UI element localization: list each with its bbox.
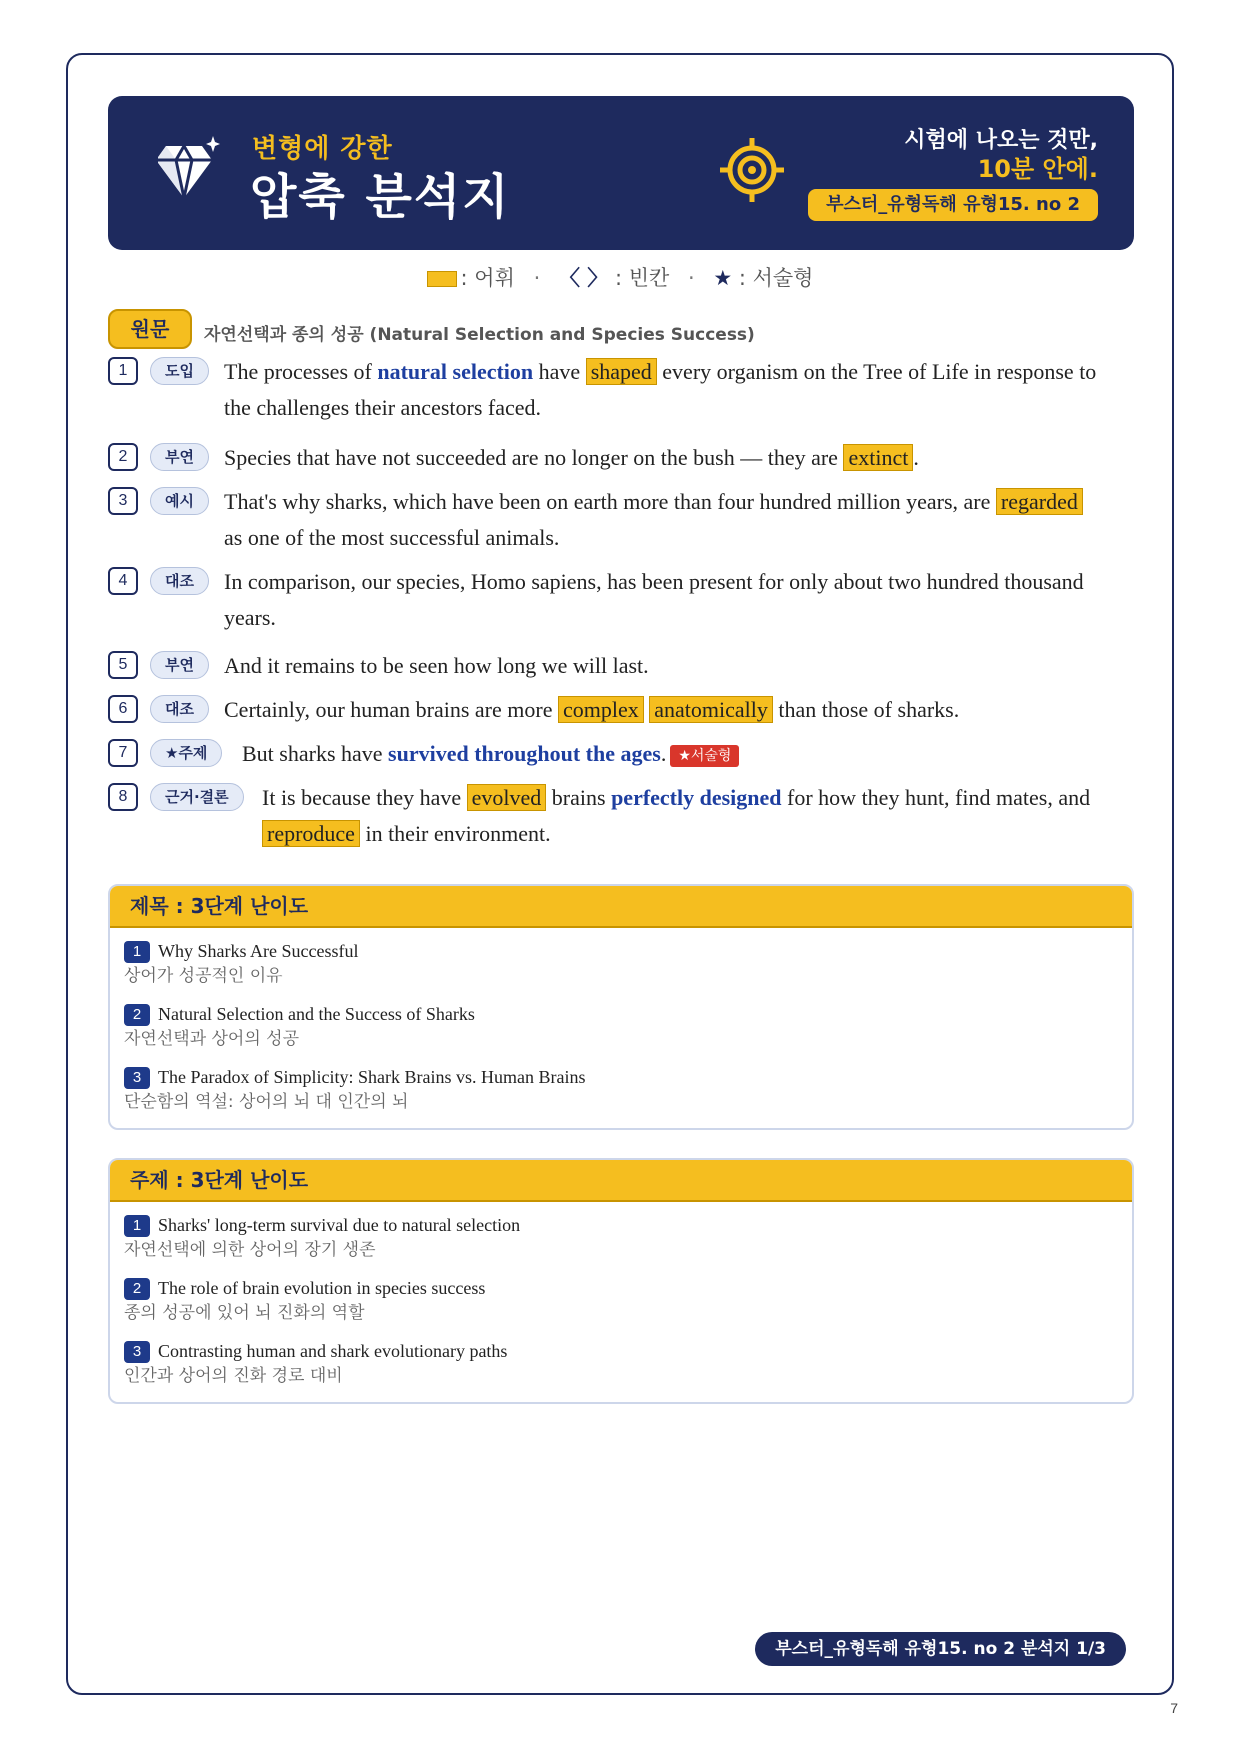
vocab-highlight: shaped — [586, 358, 657, 385]
item-korean: 상어가 성공적인 이유 — [124, 966, 283, 986]
role-tag: 대조 — [150, 695, 209, 723]
text-run: Certainly, our human brains are more — [224, 697, 558, 722]
target-icon — [720, 138, 784, 202]
vocab-highlight: evolved — [467, 784, 547, 811]
item-english-text: The role of brain evolution in species success — [158, 1278, 486, 1298]
passage-title: 자연선택과 종의 성공 (Natural Selection and Species Success) — [204, 325, 755, 345]
legend-separator: · — [533, 266, 541, 290]
keyword: perfectly designed — [611, 785, 782, 810]
vocab-swatch — [427, 271, 457, 287]
banner-title: 압축 분석지 — [250, 169, 511, 225]
page-number: 7 — [1170, 1700, 1178, 1716]
card-heading: 제목 : 3단계 난이도 — [110, 886, 1132, 928]
item-number: 3 — [124, 1341, 150, 1363]
role-tag: 도입 — [150, 357, 209, 385]
tagline-line-1: 시험에 나오는 것만, — [904, 128, 1098, 153]
list-item — [124, 1212, 1118, 1275]
item-korean: 단순함의 역설: 상어의 뇌 대 인간의 뇌 — [124, 1092, 409, 1112]
card-body — [110, 928, 1132, 1127]
sentence-number: 1 — [108, 357, 138, 385]
legend-essay: : 서술형 — [738, 266, 814, 290]
topic-card — [108, 1158, 1134, 1404]
sentence-number: 8 — [108, 783, 138, 811]
text-run: in their environment. — [359, 821, 551, 846]
text-run: every organism on the Tree of Life in response to the challenges their ancestors faced. — [224, 359, 1097, 420]
essay-badge: ★서술형 — [670, 745, 739, 767]
item-english-text: Sharks' long-term survival due to natural selection — [158, 1215, 521, 1235]
card-body — [110, 1202, 1132, 1401]
legend — [0, 262, 1240, 292]
item-korean: 인간과 상어의 진화 경로 대비 — [124, 1366, 343, 1386]
text-run: have — [533, 359, 586, 384]
list-item — [124, 1275, 1118, 1338]
header-banner — [108, 96, 1134, 250]
text-run: The processes of — [224, 359, 378, 384]
banner-subtitle: 변형에 강한 — [252, 134, 393, 164]
vocab-highlight: anatomically — [649, 696, 773, 723]
list-item — [124, 1338, 1118, 1401]
tagline-line-2: 10분 안에. — [977, 155, 1098, 183]
star-icon: ★ — [713, 266, 733, 290]
item-english — [124, 1338, 1118, 1364]
text-run: . — [913, 445, 919, 470]
section-label-original: 원문 — [108, 309, 192, 349]
text-run: Species that have not succeeded are no longer on the bush — they are — [224, 445, 844, 470]
list-item — [124, 938, 1118, 1001]
item-english-text: The Paradox of Simplicity: Shark Brains vs. Human Brains — [158, 1067, 586, 1087]
item-english — [124, 938, 1118, 964]
role-tag: 부연 — [150, 651, 209, 679]
legend-separator: · — [687, 266, 695, 290]
item-english — [124, 1064, 1118, 1090]
worksheet-code: 부스터_유형독해 유형15. no 2 — [808, 189, 1098, 221]
page-frame — [66, 53, 1174, 1695]
item-english — [124, 1001, 1118, 1027]
text-run: for how they hunt, find mates, and — [781, 785, 1091, 810]
role-tag: 근거·결론 — [150, 783, 244, 811]
vocab-highlight: complex — [558, 696, 644, 723]
text-run: It is because they have — [262, 785, 467, 810]
sentence-number: 4 — [108, 567, 138, 595]
item-number: 2 — [124, 1278, 150, 1300]
sentence-number: 2 — [108, 443, 138, 471]
sentence-text — [224, 484, 1104, 556]
vocab-highlight: regarded — [996, 488, 1083, 515]
role-tag: ★주제 — [150, 739, 222, 767]
sentence-number: 7 — [108, 739, 138, 767]
legend-blank: : 빈칸 — [614, 266, 670, 290]
sentence-text — [224, 354, 1104, 426]
sentence-number: 3 — [108, 487, 138, 515]
sentence-text — [224, 692, 1104, 728]
sentence-text — [224, 564, 1104, 636]
item-english — [124, 1212, 1118, 1238]
card-heading: 주제 : 3단계 난이도 — [110, 1160, 1132, 1202]
item-korean: 자연선택에 의한 상어의 장기 생존 — [124, 1240, 376, 1260]
role-tag: 대조 — [150, 567, 209, 595]
item-english-text: Contrasting human and shark evolutionary paths — [158, 1341, 508, 1361]
footer-label: 부스터_유형독해 유형15. no 2 분석지 1/3 — [755, 1632, 1126, 1666]
sentence-text — [224, 440, 1104, 476]
text-run: In comparison, our species, Homo sapiens, has been present for only about two hundred thousand years. — [224, 569, 1084, 630]
text-run: But sharks have — [242, 741, 389, 766]
list-item — [124, 1064, 1118, 1127]
item-number: 1 — [124, 1215, 150, 1237]
item-number: 3 — [124, 1067, 150, 1089]
keyword: survived throughout the ages — [388, 741, 661, 766]
text-run: as one of the most successful animals. — [224, 525, 560, 550]
sentence-text — [224, 648, 1104, 684]
role-tag: 예시 — [150, 487, 209, 515]
text-run: And it remains to be seen how long we will last. — [224, 653, 649, 678]
item-korean: 자연선택과 상어의 성공 — [124, 1029, 300, 1049]
item-english-text: Why Sharks Are Successful — [158, 941, 359, 961]
vocab-highlight: extinct — [843, 444, 913, 471]
item-korean: 종의 성공에 있어 뇌 진화의 역할 — [124, 1303, 365, 1323]
sentence-text — [242, 736, 1102, 772]
text-run: brains — [546, 785, 612, 810]
list-item — [124, 1001, 1118, 1064]
legend-vocab: : 어휘 — [460, 266, 515, 290]
item-number: 1 — [124, 941, 150, 963]
sentence-text — [262, 780, 1102, 852]
sentence-number: 6 — [108, 695, 138, 723]
blank-symbol: 〈 〉 — [558, 266, 609, 290]
vocab-highlight: reproduce — [262, 820, 360, 847]
item-number: 2 — [124, 1004, 150, 1026]
keyword: natural selection — [377, 359, 534, 384]
text-run: . — [660, 741, 667, 766]
role-tag: 부연 — [150, 443, 209, 471]
sentence-number: 5 — [108, 651, 138, 679]
text-run: than those of sharks. — [772, 697, 960, 722]
diamond-icon — [158, 134, 220, 204]
text-run: That's why sharks, which have been on earth more than four hundred million years, are — [224, 489, 996, 514]
item-english — [124, 1275, 1118, 1301]
title-card — [108, 884, 1134, 1130]
item-english-text: Natural Selection and the Success of Sharks — [158, 1004, 475, 1024]
